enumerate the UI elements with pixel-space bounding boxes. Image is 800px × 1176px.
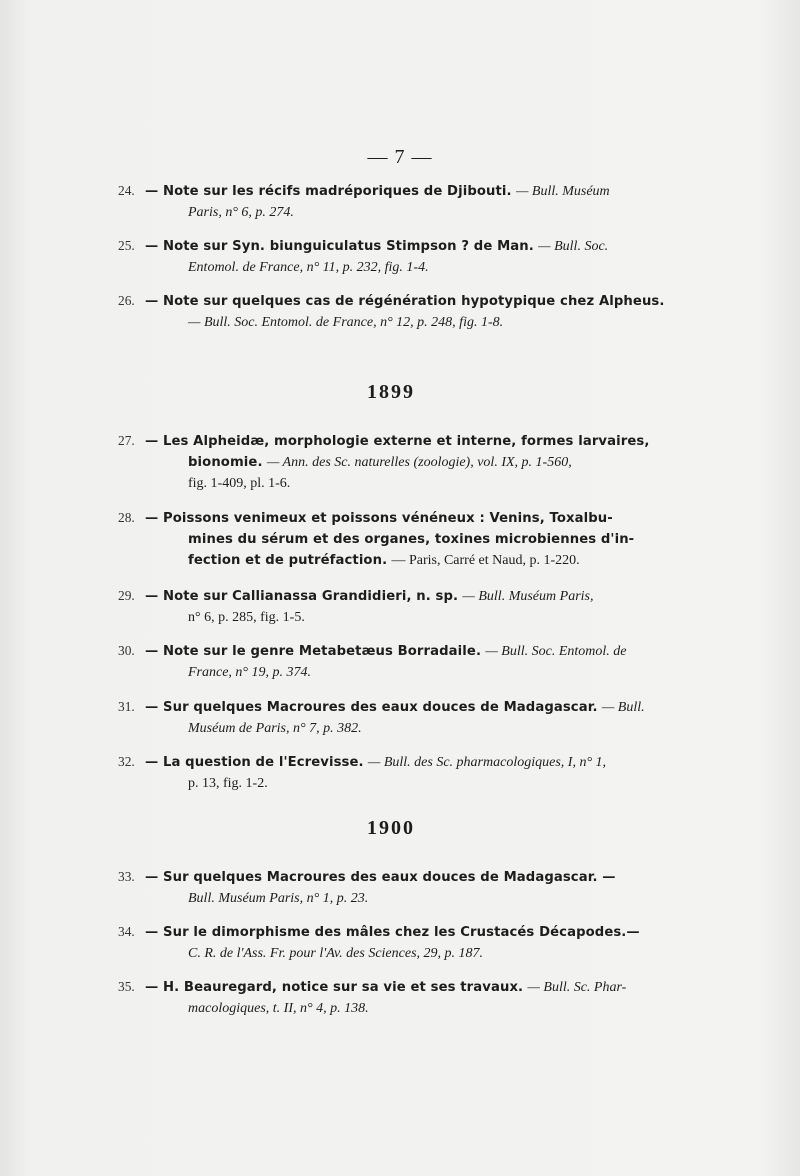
entry-citation: — Bull. des Sc. pharmacologiques, I, n° 1, xyxy=(367,755,607,770)
entry-title: — Note sur quelques cas de régénération hypotypique chez Alpheus. xyxy=(145,294,665,309)
entry-title: — Note sur Callianassa Grandidieri, n. sp. xyxy=(145,589,459,604)
year-heading-1899: 1899 xyxy=(367,381,415,403)
year-heading-1900: 1900 xyxy=(367,817,415,839)
entry-number: 35. xyxy=(118,979,135,994)
entry-title: — Note sur le genre Metabetæus Borradaile. xyxy=(145,644,482,659)
entry-title: — Note sur les récifs madréporiques de Djibouti. xyxy=(145,184,512,199)
entry-title: — H. Beauregard, notice sur sa vie et ses travaux. xyxy=(145,980,524,995)
entry-citation: Entomol. de France, n° 11, p. 232, fig. 1-4. xyxy=(188,260,429,275)
entry-citation: — Bull. Soc. xyxy=(538,239,609,254)
entry-number: 29. xyxy=(118,588,135,603)
entry-citation: — Ann. des Sc. naturelles (zoologie), vol. IX, p. 1-560, xyxy=(266,455,572,470)
entry-citation: — Bull. Muséum xyxy=(515,184,610,199)
entry-title: bionomie. xyxy=(188,455,263,470)
entry-title: — Sur le dimorphisme des mâles chez les Crustacés Décapodes.— xyxy=(145,925,640,940)
entry-citation: — Bull. Sc. Phar- xyxy=(527,980,627,995)
entry-number: 27. xyxy=(118,433,135,448)
entry-title: — Les Alpheidæ, morphologie externe et interne, formes larvaires, xyxy=(145,434,650,449)
entry-citation: — Paris, Carré et Naud, p. 1-220. xyxy=(391,553,580,568)
bibliography-entry-26 xyxy=(118,290,665,333)
entry-title: — La question de l'Ecrevisse. xyxy=(145,755,364,770)
bibliography-entry-32 xyxy=(118,751,658,794)
bibliography-entry-33 xyxy=(118,866,658,909)
entry-citation: Muséum de Paris, n° 7, p. 382. xyxy=(188,721,362,736)
entry-number: 33. xyxy=(118,869,135,884)
bibliography-entry-29 xyxy=(118,585,658,628)
entry-number: 24. xyxy=(118,183,135,198)
entry-citation: p. 13, fig. 1-2. xyxy=(188,776,268,791)
bibliography-entry-30 xyxy=(118,640,658,683)
entry-citation: — Bull. xyxy=(601,700,645,715)
bibliography-entry-34 xyxy=(118,921,658,964)
entry-title: — Note sur Syn. biunguiculatus Stimpson ? de Man. xyxy=(145,239,534,254)
entry-number: 32. xyxy=(118,754,135,769)
bibliography-entry-24 xyxy=(118,180,658,223)
entry-title: fection et de putréfaction. xyxy=(188,553,388,568)
entry-citation: France, n° 19, p. 374. xyxy=(188,665,312,680)
bibliography-entry-28 xyxy=(118,507,658,571)
bibliography-entry-35 xyxy=(118,976,658,1019)
entry-citation: Bull. Muséum Paris, n° 1, p. 23. xyxy=(188,891,369,906)
bibliography-entry-31 xyxy=(118,696,658,739)
entry-number: 28. xyxy=(118,510,135,525)
entry-title: — Sur quelques Macroures des eaux douces de Madagascar. xyxy=(145,700,598,715)
entry-citation: — Bull. Muséum Paris, xyxy=(462,589,594,604)
entry-citation: — Bull. Soc. Entomol. de France, n° 12, p. 248, fig. 1-8. xyxy=(188,315,504,330)
entry-number: 25. xyxy=(118,238,135,253)
entry-citation: — Bull. Soc. Entomol. de xyxy=(485,644,627,659)
entry-number: 34. xyxy=(118,924,135,939)
bibliography-entry-27 xyxy=(118,430,658,494)
entry-title: — Sur quelques Macroures des eaux douces de Madagascar. — xyxy=(145,870,616,885)
entry-number: 30. xyxy=(118,643,135,658)
bibliography-entry-25 xyxy=(118,235,658,278)
entry-citation: n° 6, p. 285, fig. 1-5. xyxy=(188,610,305,625)
entry-citation: macologiques, t. II, n° 4, p. 138. xyxy=(188,1001,369,1016)
entry-number: 31. xyxy=(118,699,135,714)
entry-citation: C. R. de l'Ass. Fr. pour l'Av. des Sciences, 29, p. 187. xyxy=(188,946,484,961)
entry-citation: Paris, n° 6, p. 274. xyxy=(188,205,294,220)
entry-number: 26. xyxy=(118,293,135,308)
entry-title: — Poissons venimeux et poissons vénéneux : Venins, Toxalbu- xyxy=(145,511,613,526)
entry-title: mines du sérum et des organes, toxines microbiennes d'in- xyxy=(188,532,635,547)
page-number: — 7 — xyxy=(367,146,433,168)
entry-citation: fig. 1-409, pl. 1-6. xyxy=(188,476,291,491)
